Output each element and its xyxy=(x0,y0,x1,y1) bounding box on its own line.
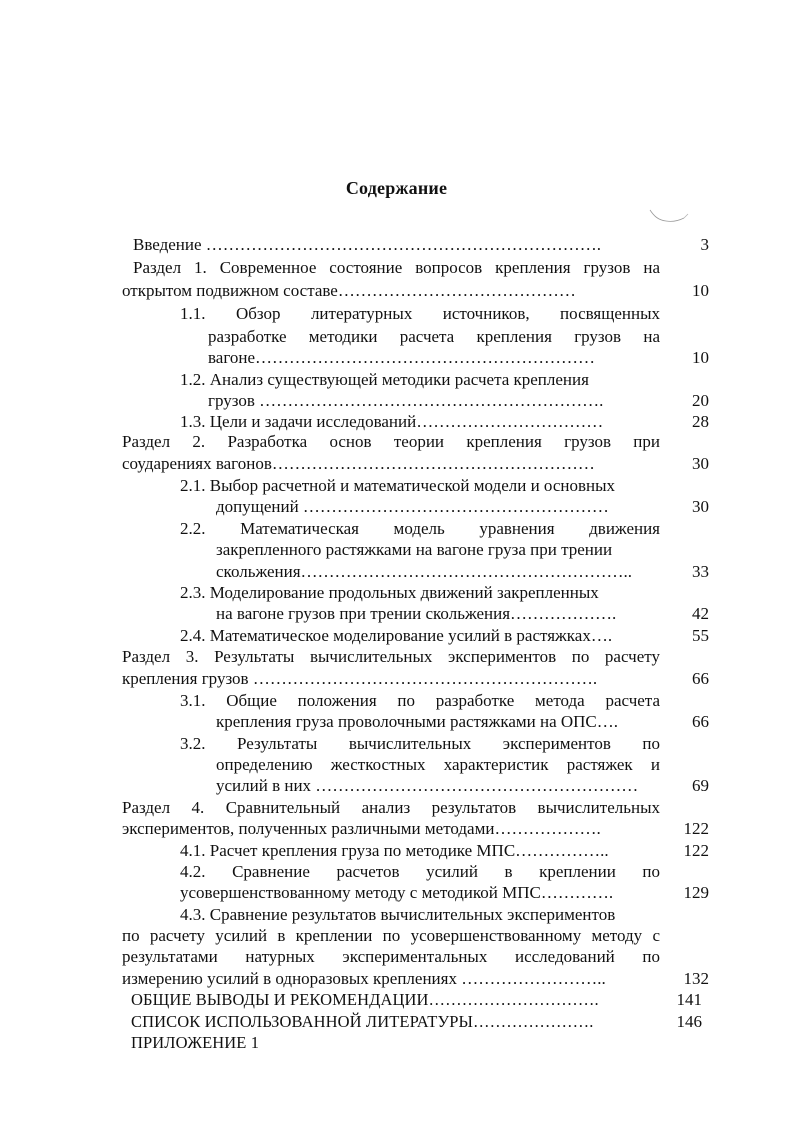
toc-page-number: 146 xyxy=(676,1012,702,1031)
toc-page-number: 69 xyxy=(692,776,709,795)
toc-page-number: 20 xyxy=(692,391,709,410)
toc-entry-2-1-cont: допущений ……………………………………………… xyxy=(216,497,609,516)
toc-entry-1-1-cont: вагоне…………………………………………………… xyxy=(208,348,596,367)
toc-entry-3-1: 3.1. Общие положения по разработке метода расчета xyxy=(180,691,660,710)
toc-page-number: 122 xyxy=(683,841,709,860)
toc-entry-4-3: 4.3. Сравнение результатов вычислительных экспериментов xyxy=(180,905,616,924)
toc-entry-1-3: 1.3. Цели и задачи исследований…………………………… xyxy=(180,412,604,431)
toc-entry-4-3-cont: результатами натурных экспериментальных исследований по xyxy=(122,947,660,966)
toc-page-number: 33 xyxy=(692,562,709,581)
toc-entry-section-3-cont: крепления грузов ……………………………………………………. xyxy=(122,669,598,688)
toc-entry-section-3: Раздел 3. Результаты вычислительных экспериментов по расчету xyxy=(122,647,660,666)
toc-entry-2-3: 2.3. Моделирование продольных движений закрепленных xyxy=(180,583,599,602)
toc-entry-2-2-cont: скольжения………………………………………………….. xyxy=(216,562,633,581)
toc-page-number: 141 xyxy=(676,990,702,1009)
toc-page-number: 132 xyxy=(683,969,709,988)
toc-entry-3-2-cont: определению жесткостных характеристик растяжек и xyxy=(216,755,660,774)
toc-page-number: 42 xyxy=(692,604,709,623)
toc-entry-section-2-cont: соударениях вагонов………………………………………………… xyxy=(122,454,595,473)
toc-entry-2-1: 2.1. Выбор расчетной и математической модели и основных xyxy=(180,476,616,495)
toc-entry-section-1: Раздел 1. Современное состояние вопросов крепления грузов на xyxy=(133,258,660,277)
toc-page-number: 10 xyxy=(692,281,709,300)
toc-entry-2-2: 2.2. Математическая модель уравнения движения xyxy=(180,519,660,538)
toc-entry-appendix: ПРИЛОЖЕНИЕ 1 xyxy=(131,1033,260,1052)
toc-entry-section-4: Раздел 4. Сравнительный анализ результатов вычислительных xyxy=(122,798,660,817)
toc-entry-4-3-cont: по расчету усилий в креплении по усовершенствованному методу с xyxy=(122,926,660,945)
toc-page-number: 66 xyxy=(692,669,709,688)
toc-entry-4-1: 4.1. Расчет крепления груза по методике МПС…………….. xyxy=(180,841,609,860)
toc-page-number: 55 xyxy=(692,626,709,645)
toc-entry-intro: Введение ……………………………………………………………. xyxy=(133,235,602,254)
toc-page-number: 30 xyxy=(692,497,709,516)
toc-entry-1-2: 1.2. Анализ существующей методики расчета крепления xyxy=(180,370,589,389)
toc-entry-4-2-cont: усовершенствованному методу с методикой МПС…………. xyxy=(180,883,614,902)
page-title: Содержание xyxy=(345,178,448,198)
toc-entry-1-2-cont: грузов ……………………………………………………. xyxy=(208,391,604,410)
pen-mark xyxy=(648,208,692,226)
toc-entry-2-4: 2.4. Математическое моделирование усилий в растяжках…. xyxy=(180,626,613,645)
toc-entry-2-2-cont: закрепленного растяжками на вагоне груза при трении xyxy=(216,540,613,559)
toc-entry-2-3-cont: на вагоне грузов при трении скольжения………………. xyxy=(216,604,617,623)
toc-page-number: 10 xyxy=(692,348,709,367)
toc-page-number: 129 xyxy=(683,883,709,902)
toc-entry-4-2: 4.2. Сравнение расчетов усилий в креплении по xyxy=(180,862,660,881)
toc-entry-3-2: 3.2. Результаты вычислительных экспериментов по xyxy=(180,734,660,753)
toc-entry-1-1-cont: разработке методики расчета крепления грузов на xyxy=(208,327,660,346)
toc-entry-section-1-cont: открытом подвижном составе…………………………………… xyxy=(122,281,576,300)
toc-entry-references: СПИСОК ИСПОЛЬЗОВАННОЙ ЛИТЕРАТУРЫ…………………. xyxy=(131,1012,594,1031)
toc-entry-4-3-cont: измерению усилий в одноразовых креплениях …………………….. xyxy=(122,969,606,988)
toc-entry-section-4-cont: экспериментов, полученных различными методами………………. xyxy=(122,819,601,838)
toc-entry-section-2: Раздел 2. Разработка основ теории крепления грузов при xyxy=(122,432,660,451)
toc-entry-3-1-cont: крепления груза проволочными растяжками на ОПС…. xyxy=(216,712,619,731)
toc-entry-3-2-cont: усилий в них ………………………………………………… xyxy=(216,776,639,795)
toc-page-number: 122 xyxy=(683,819,709,838)
toc-entry-conclusions: ОБЩИЕ ВЫВОДЫ И РЕКОМЕНДАЦИИ…………………………. xyxy=(131,990,599,1009)
toc-page-number: 30 xyxy=(692,454,709,473)
toc-entry-1-1: 1.1. Обзор литературных источников, посвященных xyxy=(180,304,660,323)
toc-page-number: 66 xyxy=(692,712,709,731)
toc-page-number: 28 xyxy=(692,412,709,431)
toc-page-number: 3 xyxy=(700,235,709,254)
